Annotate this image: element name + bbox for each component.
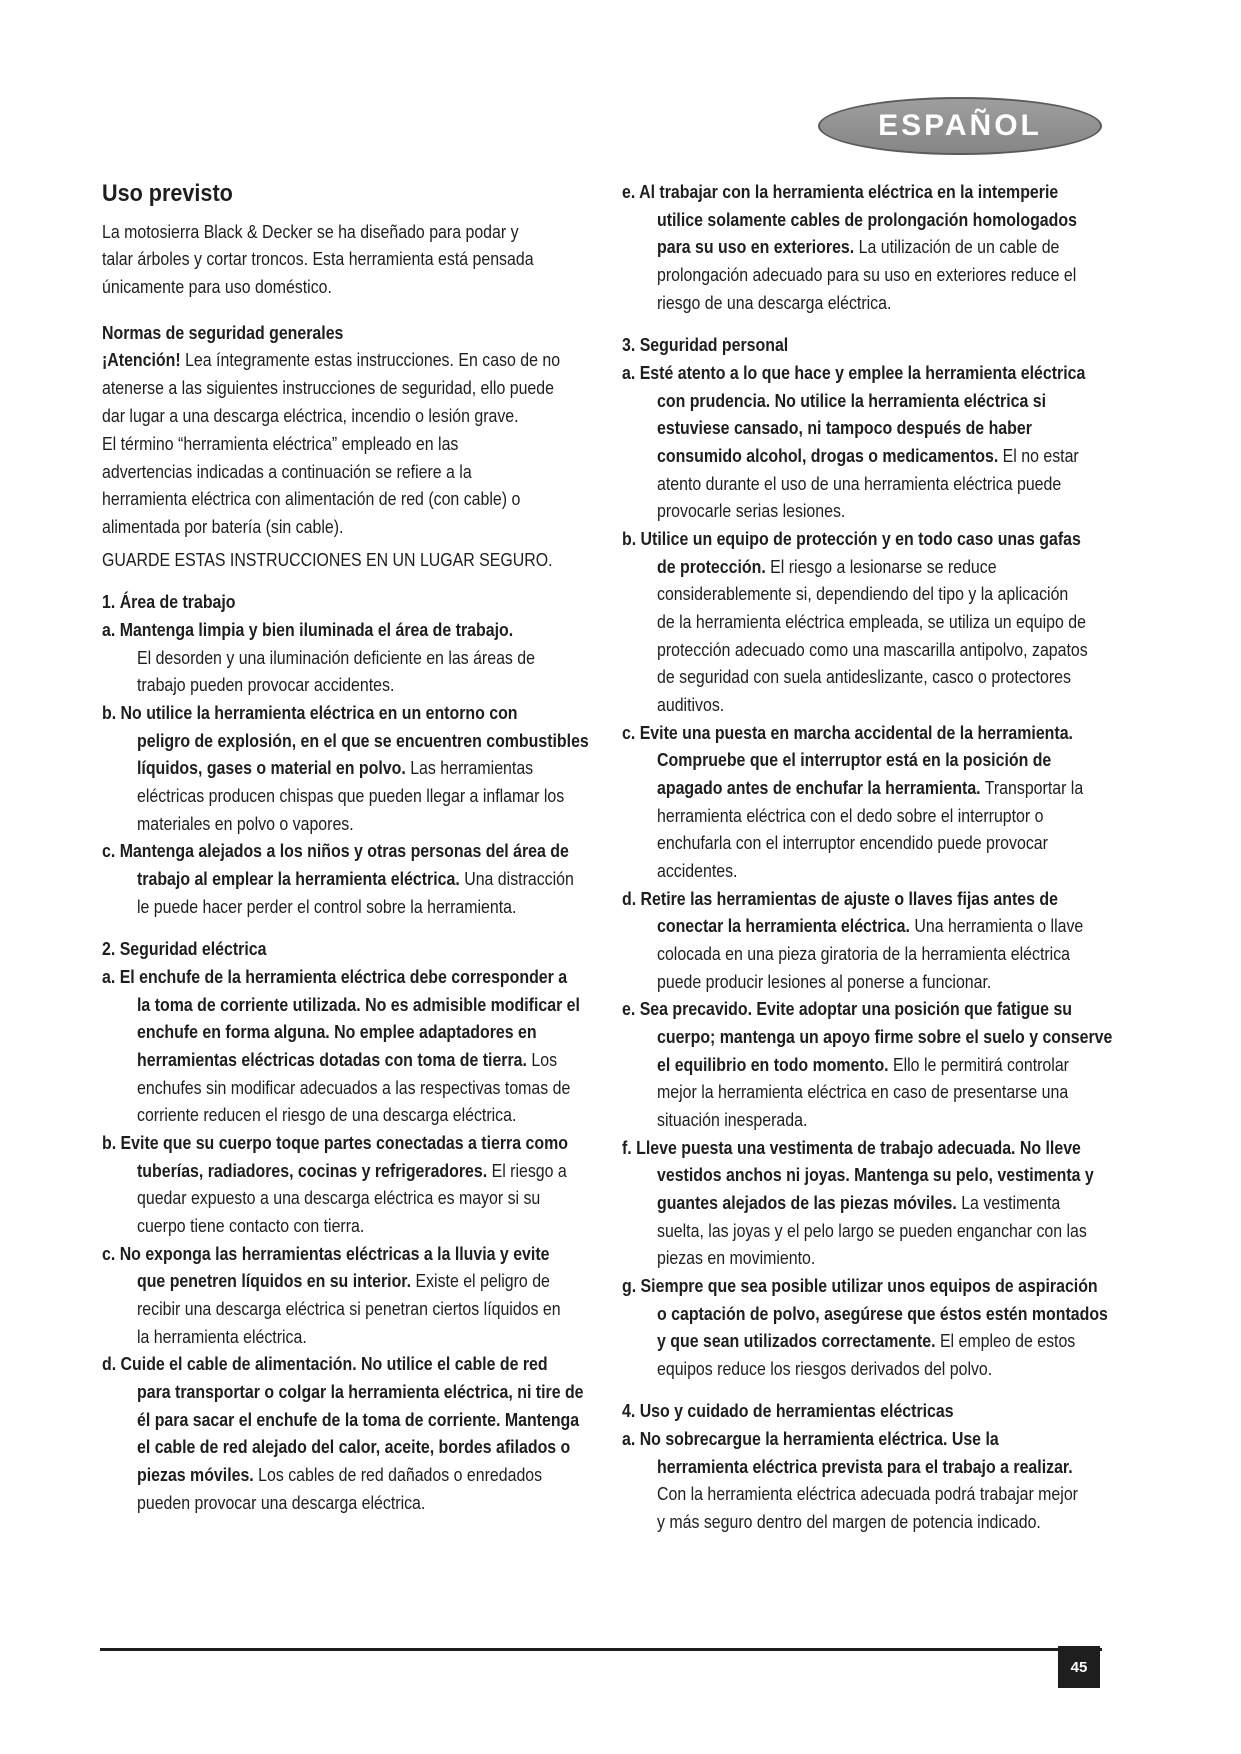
item-2b-text: cuerpo tiene contacto con tierra. — [137, 1215, 365, 1236]
item-3g-bold: o captación de polvo, asegúrese que éstos estén montados — [657, 1303, 1108, 1324]
item-4a-bold: a. No sobrecargue la herramienta eléctrica. Use la — [622, 1428, 999, 1449]
item-2e-text: riesgo de una descarga eléctrica. — [657, 292, 892, 313]
attention-label: ¡Atención! — [102, 349, 181, 370]
item-3b-text: de la herramienta eléctrica empleada, se utiliza un equipo de — [657, 611, 1086, 632]
attention-text: Lea íntegramente estas instrucciones. En caso de no — [180, 349, 561, 370]
item-1b-bold: líquidos, gases o material en polvo. — [137, 757, 406, 778]
language-tab: ESPAÑOL — [818, 97, 1102, 155]
item-3g-text: El empleo de estos — [935, 1330, 1076, 1351]
item-2c-text: Existe el peligro de — [411, 1270, 550, 1291]
item-3a-bold: con prudencia. No utilice la herramienta eléctrica si — [657, 390, 1047, 411]
item-2e-bold: para su uso en exteriores. — [657, 236, 855, 257]
item-3f-bold: f. Lleve puesta una vestimenta de trabajo adecuada. No lleve — [622, 1137, 1081, 1158]
item-3c-bold: c. Evite una puesta en marcha accidental de la herramienta. — [622, 722, 1073, 743]
item-2d-bold: piezas móviles. — [137, 1464, 254, 1485]
item-3g-text: equipos reduce los riesgos derivados del polvo. — [657, 1358, 993, 1379]
item-2d-text: Los cables de red dañados o enredados — [253, 1464, 543, 1485]
item-2a-bold: herramientas eléctricas dotadas con toma de tierra. — [137, 1049, 527, 1070]
item-2d-bold: él para sacar el enchufe de la toma de corriente. Mantenga — [137, 1409, 580, 1430]
item-3b-text: de seguridad con suela antideslizante, casco o protectores — [657, 666, 1071, 687]
item-3d-text: colocada en una pieza giratoria de la herramienta eléctrica — [657, 943, 1071, 964]
item-2d-text: pueden provocar una descarga eléctrica. — [137, 1492, 426, 1513]
item-3c-text: accidentes. — [657, 860, 738, 881]
item-2a-mixed — [137, 1048, 557, 1072]
section-title-uso-previsto: Uso previsto — [102, 180, 233, 207]
item-3a-bold: estuviese cansado, ni tampoco después de haber — [657, 417, 1032, 438]
item-2d-bold: el cable de red alejado del calor, aceite, bordes afilados o — [137, 1436, 571, 1457]
attention-line: atenerse a las siguientes instrucciones de seguridad, ello puede — [102, 377, 554, 398]
attention-line: alimentada por batería (sin cable). — [102, 516, 344, 537]
item-3d-bold: d. Retire las herramientas de ajuste o llaves fijas antes de — [622, 888, 1058, 909]
item-3e-text: mejor la herramienta eléctrica en caso de presentarse una — [657, 1081, 1069, 1102]
item-3a-text: provocarle serias lesiones. — [657, 500, 846, 521]
item-3f-mixed — [657, 1191, 1060, 1215]
item-3c-mixed — [657, 776, 1083, 800]
item-1a-text: trabajo pueden provocar accidentes. — [137, 674, 395, 695]
item-1c-bold: c. Mantenga alejados a los niños y otras personas del área de — [102, 840, 569, 861]
item-2b-bold: b. Evite que su cuerpo toque partes conectadas a tierra como — [102, 1132, 568, 1153]
item-3f-bold: guantes alejados de las piezas móviles. — [657, 1192, 957, 1213]
item-1a-bold: a. Mantenga limpia y bien iluminada el área de trabajo. — [102, 619, 514, 640]
item-3c-text: Transportar la — [980, 777, 1084, 798]
item-2d-bold: d. Cuide el cable de alimentación. No utilice el cable de red — [102, 1353, 548, 1374]
section-heading-tool-use-care: 4. Uso y cuidado de herramientas eléctricas — [622, 1400, 954, 1421]
item-3a-bold: a. Esté atento a lo que hace y emplee la herramienta eléctrica — [622, 362, 1086, 383]
item-3c-bold: apagado antes de enchufar la herramienta. — [657, 777, 981, 798]
item-2a-bold: enchufe en forma alguna. No emplee adaptadores en — [137, 1021, 537, 1042]
attention-line: El término “herramienta eléctrica” empleado en las — [102, 433, 459, 454]
item-3g-bold: y que sean utilizados correctamente. — [657, 1330, 936, 1351]
save-instructions-notice: GUARDE ESTAS INSTRUCCIONES EN UN LUGAR SEGURO. — [102, 549, 553, 570]
item-1c-text: Una distracción — [459, 868, 574, 889]
item-1b-mixed — [137, 756, 533, 780]
item-1b-bold: peligro de explosión, en el que se encuentren combustibles — [137, 730, 589, 751]
item-2e-bold: utilice solamente cables de prolongación homologados — [657, 209, 1077, 230]
item-3b-text: considerablemente si, dependiendo del tipo y la aplicación — [657, 583, 1069, 604]
item-2a-text: corriente reducen el riesgo de una descarga eléctrica. — [137, 1104, 517, 1125]
item-2c-mixed — [137, 1269, 550, 1293]
item-3d-bold: conectar la herramienta eléctrica. — [657, 915, 910, 936]
item-2e-text: prolongación adecuado para su uso en exteriores reduce el — [657, 264, 1077, 285]
attention-line — [102, 348, 560, 372]
item-4a-text: Con la herramienta eléctrica adecuada podrá trabajar mejor — [657, 1483, 1078, 1504]
item-2a-bold: a. El enchufe de la herramienta eléctrica debe corresponder a — [102, 966, 568, 987]
item-3b-text: El riesgo a lesionarse se reduce — [765, 556, 997, 577]
item-2e-mixed — [657, 235, 1059, 259]
item-3g-mixed — [657, 1329, 1075, 1353]
section-heading-work-area: 1. Área de trabajo — [102, 591, 236, 612]
item-3c-text: herramienta eléctrica con el dedo sobre el interruptor o — [657, 805, 1044, 826]
item-2d-bold: para transportar o colgar la herramienta eléctrica, ni tire de — [137, 1381, 584, 1402]
item-3e-text: situación inesperada. — [657, 1109, 808, 1130]
item-2c-text: la herramienta eléctrica. — [137, 1326, 307, 1347]
item-2a-text: enchufes sin modificar adecuados a las respectivas tomas de — [137, 1077, 571, 1098]
footer-rule — [100, 1648, 1102, 1651]
item-4a-text: y más seguro dentro del margen de potencia indicado. — [657, 1511, 1041, 1532]
item-3a-text: atento durante el uso de una herramienta eléctrica puede — [657, 473, 1062, 494]
item-2a-bold: la toma de corriente utilizada. No es admisible modificar el — [137, 994, 580, 1015]
item-1c-text: le puede hacer perder el control sobre la herramienta. — [137, 896, 517, 917]
item-1c-mixed — [137, 867, 574, 891]
item-3f-bold: vestidos anchos ni joyas. Mantenga su pelo, vestimenta y — [657, 1164, 1094, 1185]
item-2d-mixed — [137, 1463, 542, 1487]
item-3d-text: Una herramienta o llave — [909, 915, 1084, 936]
item-3c-bold: Compruebe que el interruptor está en la posición de — [657, 749, 1052, 770]
item-3e-bold: e. Sea precavido. Evite adoptar una posición que fatigue su — [622, 998, 1073, 1019]
item-1b-text: Las herramientas — [405, 757, 534, 778]
item-3d-text: puede producir lesiones al ponerse a funcionar. — [657, 971, 992, 992]
item-3f-text: piezas en movimiento. — [657, 1247, 816, 1268]
attention-line: herramienta eléctrica con alimentación de red (con cable) o — [102, 488, 521, 509]
item-2c-bold: c. No exponga las herramientas eléctricas a la lluvia y evite — [102, 1243, 550, 1264]
item-2b-text: quedar expuesto a una descarga eléctrica es mayor si su — [137, 1187, 541, 1208]
item-4a-bold: herramienta eléctrica prevista para el trabajo a realizar. — [657, 1456, 1073, 1477]
item-3a-mixed — [657, 444, 1079, 468]
item-2a-text: Los — [526, 1049, 558, 1070]
item-3d-mixed — [657, 914, 1083, 938]
item-2b-mixed — [137, 1159, 567, 1183]
attention-line: dar lugar a una descarga eléctrica, incendio o lesión grave. — [102, 405, 519, 426]
item-3e-bold: el equilibrio en todo momento. — [657, 1054, 889, 1075]
item-3b-text: auditivos. — [657, 694, 725, 715]
item-1b-text: materiales en polvo o vapores. — [137, 813, 354, 834]
item-2e-text: La utilización de un cable de — [854, 236, 1060, 257]
section-heading-personal-safety: 3. Seguridad personal — [622, 334, 789, 355]
intro-line: La motosierra Black & Decker se ha diseñado para podar y — [102, 221, 519, 242]
item-3a-text: El no estar — [998, 445, 1079, 466]
attention-line: advertencias indicadas a continuación se refiere a la — [102, 461, 472, 482]
item-3a-bold: consumido alcohol, drogas o medicamentos. — [657, 445, 999, 466]
item-1a-text: El desorden y una iluminación deficiente en las áreas de — [137, 647, 536, 668]
item-3e-bold: cuerpo; mantenga un apoyo firme sobre el suelo y conserve — [657, 1026, 1113, 1047]
item-3f-text: La vestimenta — [956, 1192, 1061, 1213]
intro-line: talar árboles y cortar troncos. Esta herramienta está pensada — [102, 248, 534, 269]
item-2e-bold: e. Al trabajar con la herramienta eléctrica en la intemperie — [622, 181, 1059, 202]
intro-line: únicamente para uso doméstico. — [102, 276, 332, 297]
item-1b-bold: b. No utilice la herramienta eléctrica en un entorno con — [102, 702, 518, 723]
item-2c-text: recibir una descarga eléctrica si penetran ciertos líquidos en — [137, 1298, 561, 1319]
item-2b-text: El riesgo a — [487, 1160, 567, 1181]
item-1c-bold: trabajo al emplear la herramienta eléctrica. — [137, 868, 460, 889]
item-3c-text: enchufarla con el interruptor encendido puede provocar — [657, 832, 1048, 853]
item-3e-mixed — [657, 1053, 1069, 1077]
item-2b-bold: tuberías, radiadores, cocinas y refrigeradores. — [137, 1160, 488, 1181]
item-3g-bold: g. Siempre que sea posible utilizar unos equipos de aspiración — [622, 1275, 1098, 1296]
item-3b-bold: de protección. — [657, 556, 766, 577]
item-3e-text: Ello le permitirá controlar — [888, 1054, 1069, 1075]
general-safety-heading: Normas de seguridad generales — [102, 322, 344, 343]
page-number: 45 — [1058, 1646, 1100, 1688]
item-3b-text: protección adecuado como una mascarilla antipolvo, zapatos — [657, 639, 1088, 660]
item-1b-text: eléctricas producen chispas que pueden llegar a inflamar los — [137, 785, 565, 806]
item-3b-bold: b. Utilice un equipo de protección y en todo caso unas gafas — [622, 528, 1081, 549]
item-3b-mixed — [657, 555, 997, 579]
item-2c-bold: que penetren líquidos en su interior. — [137, 1270, 412, 1291]
section-heading-electrical-safety: 2. Seguridad eléctrica — [102, 938, 267, 959]
item-3f-text: suelta, las joyas y el pelo largo se pueden enganchar con las — [657, 1220, 1087, 1241]
